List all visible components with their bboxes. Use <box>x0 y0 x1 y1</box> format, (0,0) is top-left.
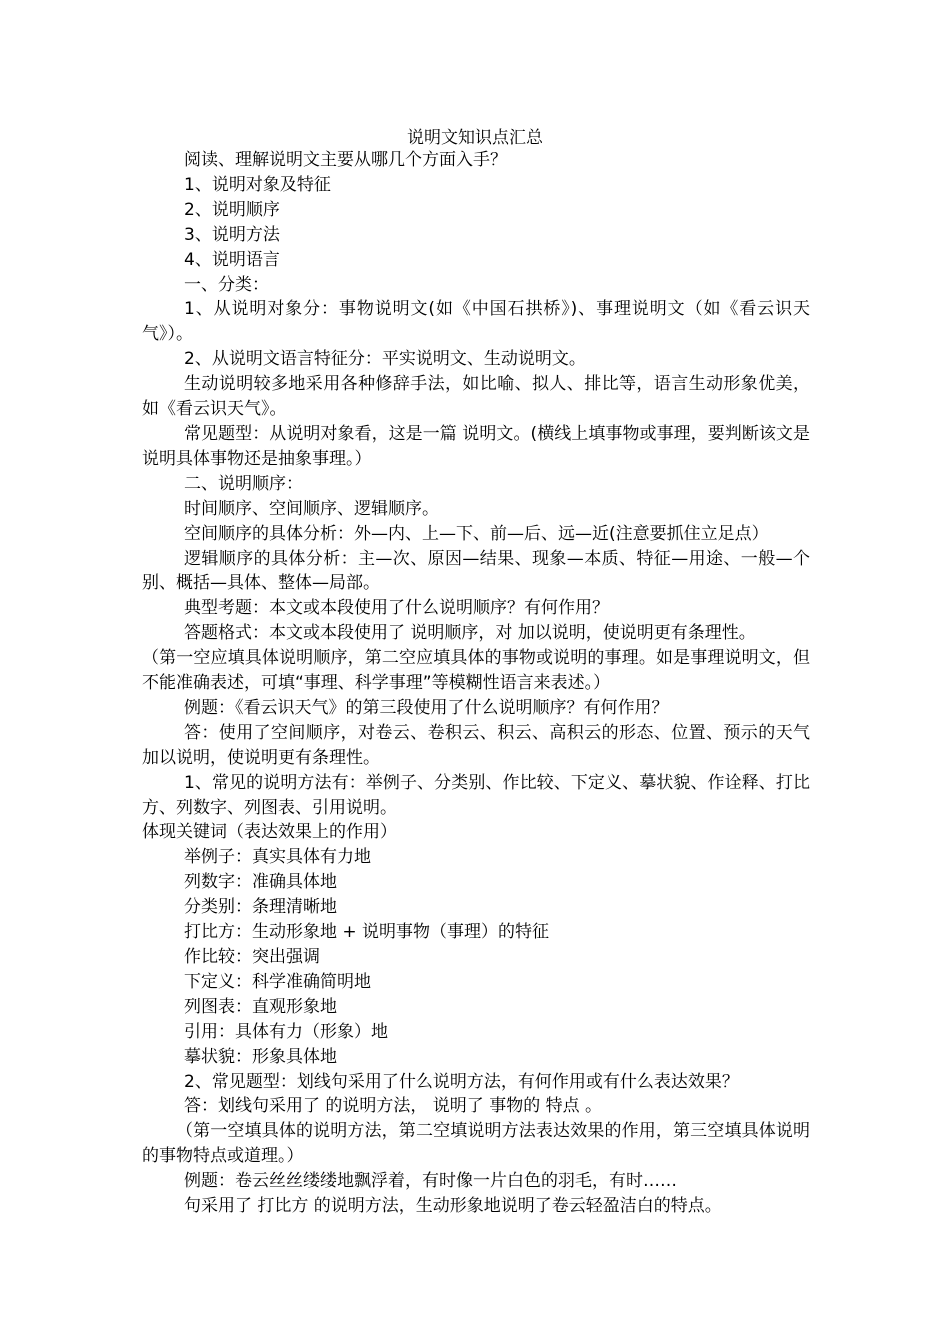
list-item: 列图表：直观形象地 <box>184 996 337 1017</box>
subheading: 体现关键词（表达效果上的作用） <box>142 822 397 843</box>
paragraph: （第一空应填具体说明顺序，第二空应填具体的事物或说明的事理。如是事理说明文，但不能准确表述，可填“事理、科学事理”等模糊性语言来表述。） <box>142 648 810 694</box>
paragraph: 2、从说明文语言特征分：平实说明文、生动说明文。 <box>184 349 586 370</box>
paragraph: 生动说明较多地采用各种修辞手法，如比喻、拟人、排比等，语言生动形象优美，如《看云识天气》。 <box>142 374 810 420</box>
document-title: 说明文知识点汇总 <box>407 128 543 148</box>
paragraph: 逻辑顺序的具体分析：主—次、原因—结果、现象—本质、特征—用途、一般—个别、概括—具体、整体—局部。 <box>142 548 810 594</box>
list-item: 作比较：突出强调 <box>184 947 320 967</box>
paragraph: 例题：卷云丝丝缕缕地飘浮着，有时像一片白色的羽毛，有时…… <box>184 1171 677 1192</box>
paragraph: 句采用了 打比方 的说明方法，生动形象地说明了卷云轻盈洁白的特点。 <box>184 1196 722 1217</box>
list-item: 4、说明语言 <box>184 249 280 270</box>
list-item: 下定义：科学准确简明地 <box>184 971 371 992</box>
list-item: 举例子：真实具体有力地 <box>184 847 371 868</box>
list-item: 引用：具体有力（形象）地 <box>184 1021 388 1042</box>
paragraph: 1、从说明对象分：事物说明文(如《中国石拱桥》)、事理说明文（如《看云识天气》）。 <box>142 299 810 345</box>
paragraph: 2、常见题型：划线句采用了什么说明方法，有何作用或有什么表达效果？ <box>184 1071 739 1092</box>
list-item: 3、说明方法 <box>184 224 280 245</box>
paragraph: 答：划线句采用了 的说明方法， 说明了 事物的 特点 。 <box>184 1096 603 1117</box>
list-item: 打比方：生动形象地 + 说明事物（事理）的特征 <box>184 922 550 943</box>
paragraph: 阅读、理解说明文主要从哪几个方面入手？ <box>184 150 507 170</box>
list-item: 摹状貌：形象具体地 <box>184 1046 337 1067</box>
paragraph: 时间顺序、空间顺序、逻辑顺序。 <box>184 498 439 519</box>
paragraph: 例题：《看云识天气》的第三段使用了什么说明顺序？有何作用？ <box>184 697 669 718</box>
document-body <box>142 148 810 1219</box>
paragraph: 空间顺序的具体分析：外—内、上—下、前—后、远—近(注意要抓住立足点） <box>184 523 769 544</box>
list-item: 2、说明顺序 <box>184 199 280 220</box>
paragraph: （第一空填具体的说明方法，第二空填说明方法表达效果的作用，第三空填具体说明的事物特点或道理。） <box>142 1121 810 1167</box>
paragraph: 常见题型：从说明对象看，这是一篇 说明文。(横线上填事物或事理，要判断该文是说明具体事物还是抽象事理。） <box>142 423 810 469</box>
paragraph: 1、常见的说明方法有：举例子、分类别、作比较、下定义、摹状貌、作诠释、打比方、列数字、列图表、引用说明。 <box>142 772 810 818</box>
paragraph: 答：使用了空间顺序，对卷云、卷积云、积云、高积云的形态、位置、预示的天气加以说明，使说明更有条理性。 <box>142 722 810 768</box>
list-item: 分类别：条理清晰地 <box>184 897 337 918</box>
paragraph: 答题格式：本文或本段使用了 说明顺序，对 加以说明，使说明更有条理性。 <box>184 623 756 644</box>
section-heading: 二、说明顺序： <box>184 473 303 494</box>
list-item: 1、说明对象及特征 <box>184 174 331 195</box>
paragraph: 典型考题：本文或本段使用了什么说明顺序？有何作用？ <box>184 598 609 619</box>
section-heading: 一、分类： <box>184 274 269 295</box>
list-item: 列数字：准确具体地 <box>184 872 337 893</box>
